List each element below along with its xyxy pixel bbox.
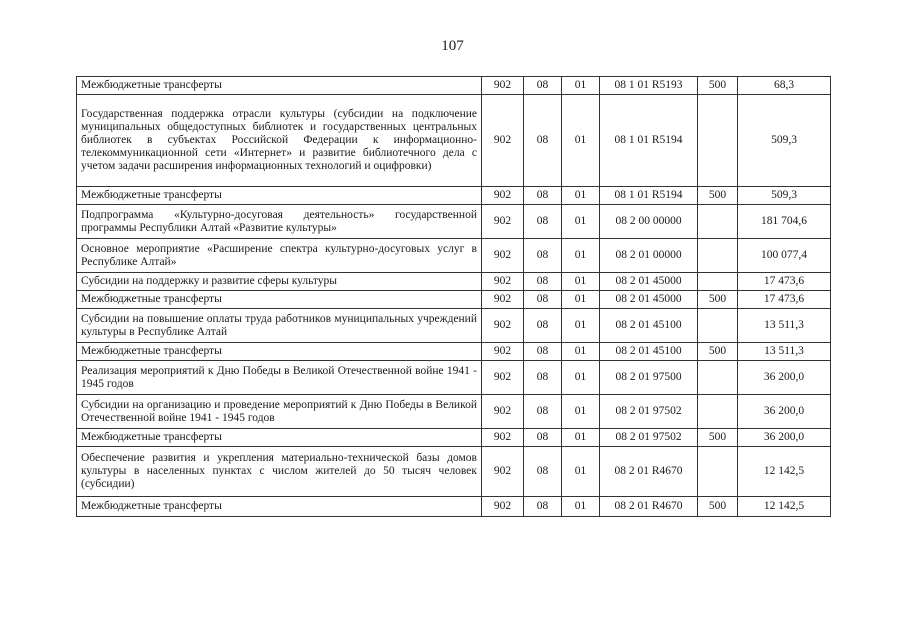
row-name: Межбюджетные трансферты — [77, 187, 482, 205]
row-expense-type — [698, 361, 738, 395]
row-name: Межбюджетные трансферты — [77, 343, 482, 361]
row-section-code: 08 — [524, 95, 562, 187]
row-target-code: 08 1 01 R5194 — [600, 95, 698, 187]
row-ved-code: 902 — [482, 239, 524, 273]
row-expense-type — [698, 239, 738, 273]
table-row — [77, 361, 831, 395]
row-subsection-code: 01 — [562, 309, 600, 343]
table-row — [77, 447, 831, 497]
table-row — [77, 205, 831, 239]
table-row — [77, 187, 831, 205]
row-expense-type: 500 — [698, 429, 738, 447]
row-subsection-code: 01 — [562, 429, 600, 447]
row-name: Субсидии на поддержку и развитие сферы культуры — [77, 273, 482, 291]
row-subsection-code: 01 — [562, 77, 600, 95]
row-target-code: 08 1 01 R5194 — [600, 187, 698, 205]
row-amount: 17 473,6 — [738, 291, 831, 309]
table-row — [77, 429, 831, 447]
table-row — [77, 395, 831, 429]
row-amount: 100 077,4 — [738, 239, 831, 273]
table-row — [77, 77, 831, 95]
row-amount: 36 200,0 — [738, 395, 831, 429]
row-section-code: 08 — [524, 273, 562, 291]
row-subsection-code: 01 — [562, 239, 600, 273]
row-ved-code: 902 — [482, 447, 524, 497]
row-name: Межбюджетные трансферты — [77, 497, 482, 517]
page-number: 107 — [441, 38, 464, 54]
table-row — [77, 239, 831, 273]
row-amount: 13 511,3 — [738, 343, 831, 361]
row-subsection-code: 01 — [562, 343, 600, 361]
row-subsection-code: 01 — [562, 95, 600, 187]
row-expense-type: 500 — [698, 291, 738, 309]
row-subsection-code: 01 — [562, 291, 600, 309]
row-target-code: 08 2 01 97502 — [600, 429, 698, 447]
row-target-code: 08 2 01 45100 — [600, 309, 698, 343]
table-row — [77, 273, 831, 291]
row-name: Межбюджетные трансферты — [77, 291, 482, 309]
row-amount: 509,3 — [738, 187, 831, 205]
row-expense-type — [698, 447, 738, 497]
row-target-code: 08 1 01 R5193 — [600, 77, 698, 95]
row-section-code: 08 — [524, 77, 562, 95]
row-ved-code: 902 — [482, 187, 524, 205]
row-target-code: 08 2 01 R4670 — [600, 447, 698, 497]
row-subsection-code: 01 — [562, 395, 600, 429]
row-section-code: 08 — [524, 309, 562, 343]
row-expense-type — [698, 395, 738, 429]
row-section-code: 08 — [524, 239, 562, 273]
row-expense-type — [698, 205, 738, 239]
row-section-code: 08 — [524, 343, 562, 361]
row-expense-type: 500 — [698, 187, 738, 205]
row-subsection-code: 01 — [562, 447, 600, 497]
row-ved-code: 902 — [482, 291, 524, 309]
row-ved-code: 902 — [482, 273, 524, 291]
row-target-code: 08 2 01 45000 — [600, 273, 698, 291]
row-name: Реализация мероприятий к Дню Победы в Великой Отечественной войне 1941 - 1945 годов — [77, 361, 482, 395]
row-expense-type — [698, 273, 738, 291]
row-name: Основное мероприятие «Расширение спектра культурно-досуговых услуг в Республике Алтай» — [77, 239, 482, 273]
row-name: Межбюджетные трансферты — [77, 77, 482, 95]
row-section-code: 08 — [524, 205, 562, 239]
row-section-code: 08 — [524, 497, 562, 517]
table-row — [77, 291, 831, 309]
row-section-code: 08 — [524, 429, 562, 447]
budget-table — [76, 76, 831, 517]
row-section-code: 08 — [524, 187, 562, 205]
row-ved-code: 902 — [482, 361, 524, 395]
row-ved-code: 902 — [482, 395, 524, 429]
row-amount: 68,3 — [738, 77, 831, 95]
row-target-code: 08 2 01 97500 — [600, 361, 698, 395]
row-amount: 17 473,6 — [738, 273, 831, 291]
table-row — [77, 309, 831, 343]
row-target-code: 08 2 01 45100 — [600, 343, 698, 361]
row-name: Обеспечение развития и укрепления материально-технической базы домов культуры в населенных пунктах с числом жителей до 50 тысяч человек (субсидии) — [77, 447, 482, 497]
row-target-code: 08 2 01 97502 — [600, 395, 698, 429]
row-expense-type: 500 — [698, 77, 738, 95]
row-amount: 36 200,0 — [738, 361, 831, 395]
row-subsection-code: 01 — [562, 273, 600, 291]
row-name: Подпрограмма «Культурно-досуговая деятельность» государственной программы Республики Алтай «Развитие культуры» — [77, 205, 482, 239]
row-ved-code: 902 — [482, 309, 524, 343]
row-ved-code: 902 — [482, 77, 524, 95]
row-expense-type: 500 — [698, 343, 738, 361]
row-amount: 509,3 — [738, 95, 831, 187]
row-section-code: 08 — [524, 395, 562, 429]
row-name: Государственная поддержка отрасли культуры (субсидии на подключение муниципальных общедоступных библиотек и государственных центральных библиотек в субъектах Российской Федерации к информационно-телекоммуникационной сети «Интернет» и развитие библиотечного дела с учетом задачи расширения информационных технологий и оцифровки) — [77, 95, 482, 187]
row-name: Субсидии на организацию и проведение мероприятий к Дню Победы в Великой Отечественной войне 1941 - 1945 годов — [77, 395, 482, 429]
row-section-code: 08 — [524, 291, 562, 309]
row-amount: 12 142,5 — [738, 497, 831, 517]
table-row — [77, 95, 831, 187]
row-amount: 36 200,0 — [738, 429, 831, 447]
row-target-code: 08 2 01 00000 — [600, 239, 698, 273]
row-subsection-code: 01 — [562, 205, 600, 239]
row-amount: 181 704,6 — [738, 205, 831, 239]
row-section-code: 08 — [524, 361, 562, 395]
row-target-code: 08 2 00 00000 — [600, 205, 698, 239]
row-subsection-code: 01 — [562, 361, 600, 395]
row-ved-code: 902 — [482, 343, 524, 361]
table-row — [77, 343, 831, 361]
row-ved-code: 902 — [482, 429, 524, 447]
row-target-code: 08 2 01 45000 — [600, 291, 698, 309]
table-row — [77, 497, 831, 517]
row-name: Субсидии на повышение оплаты труда работников муниципальных учреждений культуры в Республике Алтай — [77, 309, 482, 343]
row-name: Межбюджетные трансферты — [77, 429, 482, 447]
row-ved-code: 902 — [482, 497, 524, 517]
row-expense-type: 500 — [698, 497, 738, 517]
row-expense-type — [698, 309, 738, 343]
row-subsection-code: 01 — [562, 497, 600, 517]
row-section-code: 08 — [524, 447, 562, 497]
row-amount: 13 511,3 — [738, 309, 831, 343]
row-ved-code: 902 — [482, 205, 524, 239]
row-ved-code: 902 — [482, 95, 524, 187]
row-expense-type — [698, 95, 738, 187]
row-subsection-code: 01 — [562, 187, 600, 205]
row-target-code: 08 2 01 R4670 — [600, 497, 698, 517]
row-amount: 12 142,5 — [738, 447, 831, 497]
